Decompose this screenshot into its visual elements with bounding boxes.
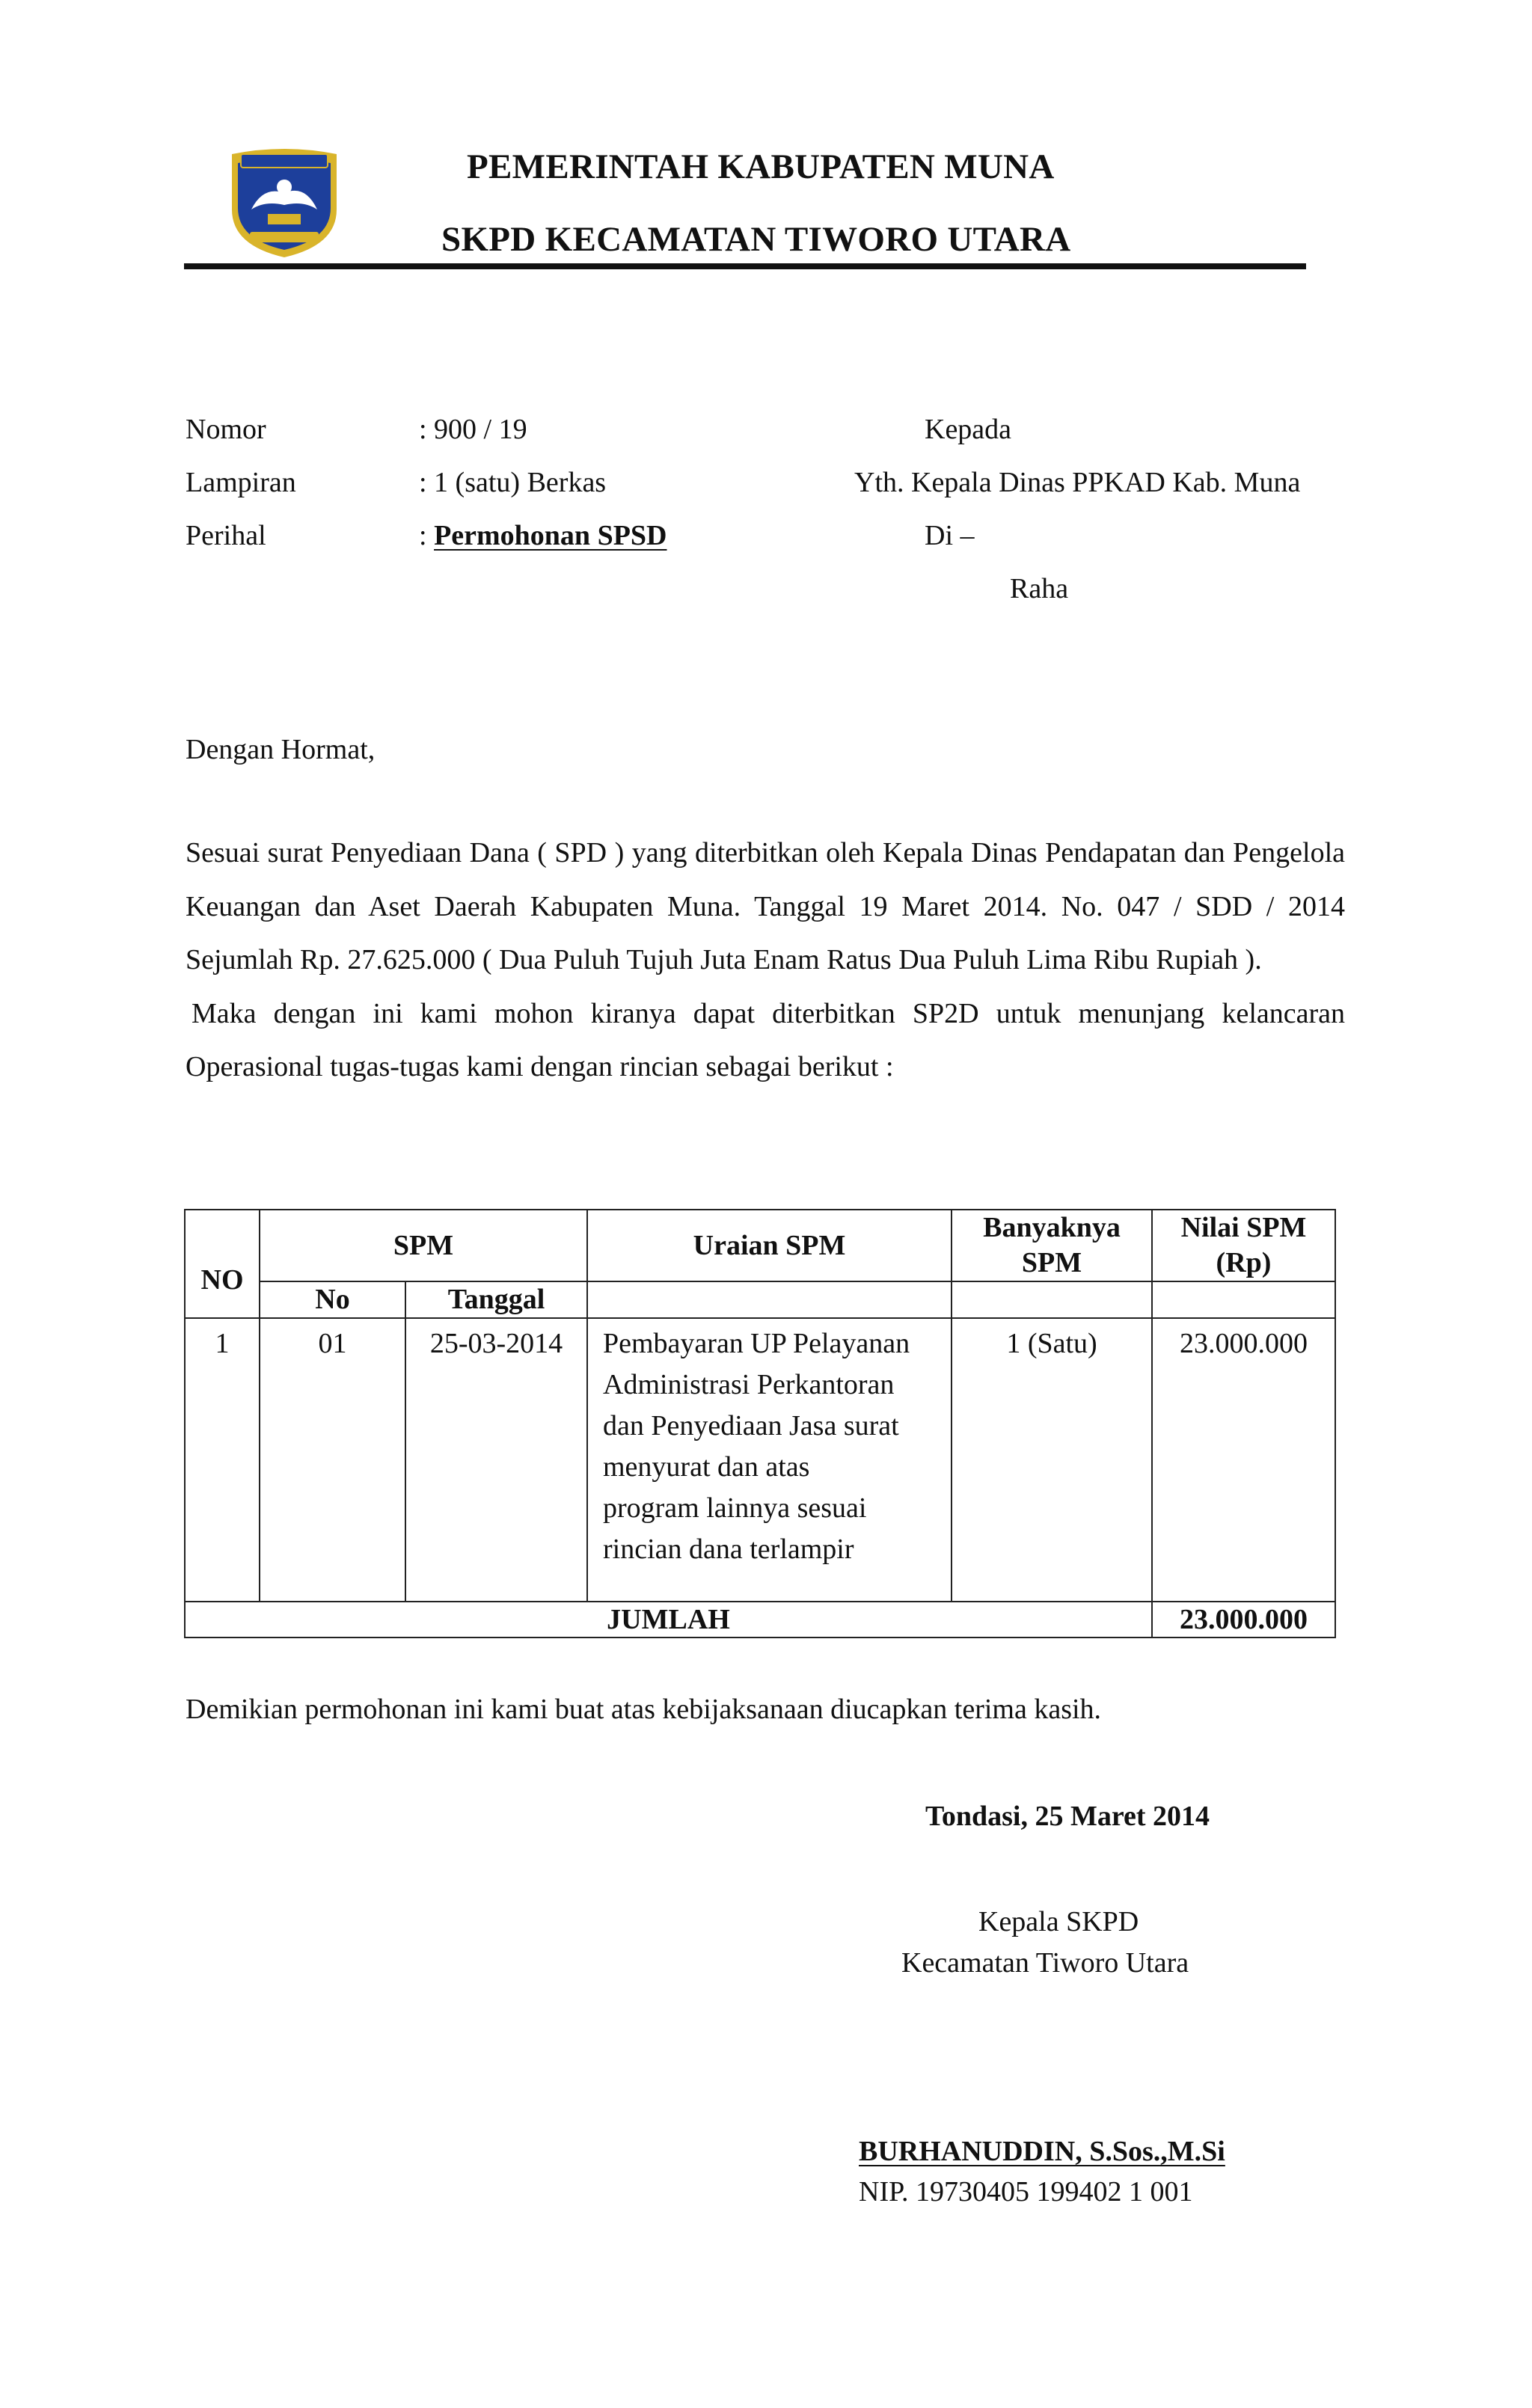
uraian-line: dan Penyediaan Jasa surat [603,1410,899,1442]
perihal-colon: : [419,520,435,551]
row-nilai: 23.000.000 [1152,1318,1335,1602]
row-banyaknya: 1 (Satu) [952,1318,1152,1602]
letterhead-line2: SKPD KECAMATAN TIWORO UTARA [441,220,1071,259]
uraian-line: program lainnya sesuai [603,1492,867,1524]
table-row [185,1318,1335,1602]
lampiran-value: : 1 (satu) Berkas [419,467,607,498]
subheader-empty-uraian [587,1281,952,1318]
place-date: Tondasi, 25 Maret 2014 [925,1801,1210,1832]
subheader-empty-nilai [1152,1281,1335,1318]
body-paragraph-1: Sesuai surat Penyediaan Dana ( SPD ) yang diterbitkan oleh Kepala Dinas Pendapatan dan Pengelola Keuangan dan Aset Daerah Kabupaten Muna. Tanggal 19 Maret 2014. No. 047 / SDD / 2014 Sejumlah Rp. 27.625.000 ( Dua Puluh Tujuh Juta Enam Ratus Dua Puluh Lima Ribu Rupiah ). [186,837,1345,975]
nomor-label: Nomor [186,414,266,445]
header-spm-tanggal: Tanggal [405,1281,587,1318]
row-tanggal: 25-03-2014 [405,1318,587,1602]
uraian-line: rincian dana terlampir [603,1534,854,1565]
lampiran-label: Lampiran [186,467,296,498]
table-header-row [185,1210,1335,1281]
greeting: Dengan Hormat, [186,734,376,765]
recipient-city: Raha [1010,573,1069,604]
recipient-di: Di – [925,520,975,551]
row-spm-no: 01 [260,1318,405,1602]
total-label: JUMLAH [185,1602,1152,1637]
row-no: 1 [185,1318,260,1602]
letterhead-divider [184,263,1306,269]
perihal-label: Perihal [186,520,266,551]
table-total-row [185,1602,1335,1637]
header-nilai: Nilai SPM (Rp) [1152,1210,1335,1281]
header-uraian: Uraian SPM [587,1210,952,1281]
position-line2: Kecamatan Tiworo Utara [901,1947,1189,1979]
header-no: NO [185,1210,260,1318]
perihal-field [419,521,667,550]
row-uraian [587,1318,952,1602]
signatory-nip: NIP. 19730405 199402 1 001 [859,2176,1193,2208]
regency-crest-icon [224,141,344,260]
perihal-value: Permohonan SPSD [434,520,667,551]
nomor-value: : 900 / 19 [419,414,527,445]
header-spm-no: No [260,1281,405,1318]
subheader-empty-banyaknya [952,1281,1152,1318]
position-line1: Kepala SKPD [978,1906,1139,1937]
recipient-kepada: Kepada [925,414,1012,445]
uraian-line: menyurat dan atas [603,1451,810,1483]
spm-table [184,1209,1336,1638]
letterhead-line1: PEMERINTAH KABUPATEN MUNA [467,147,1055,186]
recipient-yth: Yth. Kepala Dinas PPKAD Kab. Muna [854,467,1301,498]
total-value: 23.000.000 [1152,1602,1335,1637]
signatory-name: BURHANUDDIN, S.Sos.,M.Si [859,2136,1225,2167]
uraian-line: Administrasi Perkantoran [603,1369,895,1400]
header-banyaknya: Banyaknya SPM [952,1210,1152,1281]
uraian-line: Pembayaran UP Pelayanan [603,1328,910,1359]
body-paragraph-2: Maka dengan ini kami mohon kiranya dapat diterbitkan SP2D untuk menunjang kelancaran Operasional tugas-tugas kami dengan rincian sebagai berikut : [186,997,1345,1082]
table-subheader-row [185,1281,1335,1318]
header-spm: SPM [260,1210,587,1281]
closing-text: Demikian permohonan ini kami buat atas kebijaksanaan diucapkan terima kasih. [186,1694,1102,1725]
letter-body [186,827,1345,1094]
